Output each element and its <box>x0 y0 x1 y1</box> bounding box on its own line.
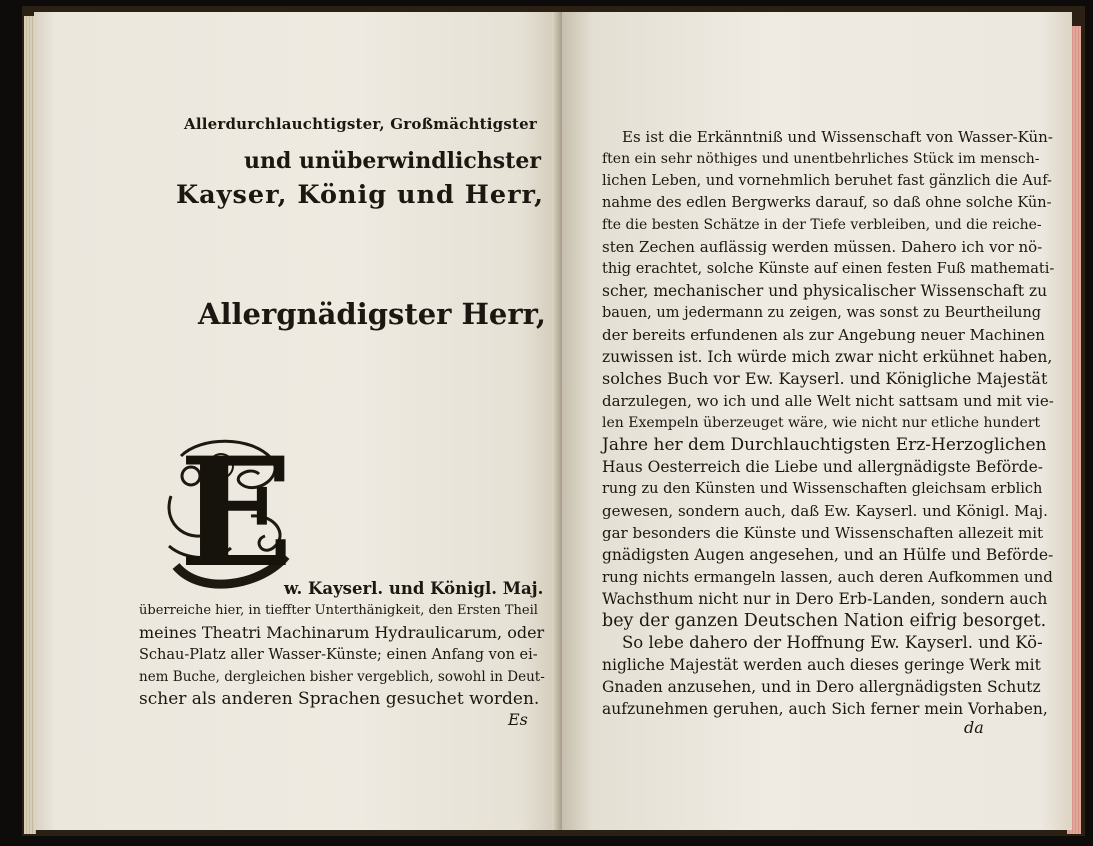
body-line: überreiche hier, in tieffter Unterthänigkeit, den Ersten Theil <box>139 603 538 618</box>
body-line: fte die besten Schätze in der Tiefe verbleiben, und die reiche- <box>602 217 1042 233</box>
body-line: nahme des edlen Bergwerks darauf, so daß ohne solche Kün- <box>602 195 1052 211</box>
body-line: Es ist die Erkänntniß und Wissenschaft von Wasser-Kün- <box>622 128 1053 146</box>
body-line: der bereits erfundenen als zur Angebung neuer Machinen <box>602 326 1045 344</box>
body-line: len Exempeln überzeuget wäre, wie nicht nur etliche hundert <box>602 415 1041 431</box>
title-sub: Allergnädigster Herr, <box>198 297 546 331</box>
body-line: gar besonders die Künste und Wissenschaften allezeit mit <box>602 524 1044 542</box>
body-line: meines Theatri Machinarum Hydraulicarum, oder <box>139 623 545 642</box>
body-line: So lebe dahero der Hoffnung Ew. Kayserl. und Kö- <box>622 633 1043 652</box>
body-line: Wachsthum nicht nur in Dero Erb-Landen, sondern auch <box>602 590 1048 608</box>
title-main: Kayser, König und Herr, <box>176 180 544 210</box>
body-line: rung nichts ermangeln lassen, auch deren Aufkommen und <box>602 568 1053 586</box>
body-line: nigliche Majestät werden auch dieses geringe Werk mit <box>602 656 1041 674</box>
body-line: ften ein sehr nöthiges und unentbehrliches Stück im mensch- <box>602 151 1040 167</box>
body-line: zuwissen ist. Ich würde mich zwar nicht erkühnet haben, <box>602 348 1053 366</box>
body-line: bauen, um jedermann zu zeigen, was sonst zu Beurtheilung <box>602 305 1042 321</box>
body-line: Haus Oesterreich die Liebe und allergnädigste Beförde- <box>602 458 1043 476</box>
body-line: scher als anderen Sprachen gesuchet worden. <box>139 689 540 709</box>
body-line: Gnaden anzusehen, und in Dero allergnädigsten Schutz <box>602 678 1041 696</box>
catchword: Es <box>508 710 528 729</box>
body-line: thig erachtet, solche Künste auf einen festen Fuß mathemati- <box>602 261 1055 277</box>
body-line: Schau-Platz aller Wasser-Künste; einen Anfang von ei- <box>139 647 538 663</box>
body-line: gnädigsten Augen angesehen, und an Hülfe und Beförde- <box>602 546 1054 564</box>
body-line: aufzunehmen geruhen, auch Sich ferner mein Vorhaben, <box>602 700 1048 718</box>
body-line: sten Zechen auflässig werden müssen. Dahero ich vor nö- <box>602 238 1043 256</box>
right-page <box>562 12 1072 830</box>
body-line: Jahre her dem Durchlauchtigsten Erz-Herzoglichen <box>602 435 1047 455</box>
salutation-line-2: und unüberwindlichster <box>244 148 541 174</box>
salutation-line-1: Allerdurchlauchtigster, Großmächtigster <box>184 115 537 133</box>
body-line: nem Buche, dergleichen bisher vergeblich, sowohl in Deut- <box>139 669 545 685</box>
body-line: bey der ganzen Deutschen Nation eifrig besorget. <box>602 611 1047 631</box>
body-line: gewesen, sondern auch, daß Ew. Kayserl. und Königl. Maj. <box>602 502 1048 520</box>
body-line: scher, mechanischer und physicalischer Wissenschaft zu <box>602 282 1048 300</box>
body-line: rung zu den Künsten und Wissenschaften gleichsam erblich <box>602 481 1043 497</box>
body-line: lichen Leben, und vornehmlich beruhet fast gänzlich die Auf- <box>602 173 1052 189</box>
body-line: solches Buch vor Ew. Kayserl. und Königliche Majestät <box>602 369 1048 388</box>
book-spread <box>22 6 1085 836</box>
body-line: darzulegen, wo ich und alle Welt nicht sattsam und mit vie- <box>602 392 1054 410</box>
catchword: da <box>964 718 984 737</box>
decorated-initial <box>161 425 294 601</box>
left-page <box>34 12 564 830</box>
initial-letter: E <box>179 425 294 601</box>
body-first-line: w. Kayserl. und Königl. Maj. <box>284 579 544 598</box>
